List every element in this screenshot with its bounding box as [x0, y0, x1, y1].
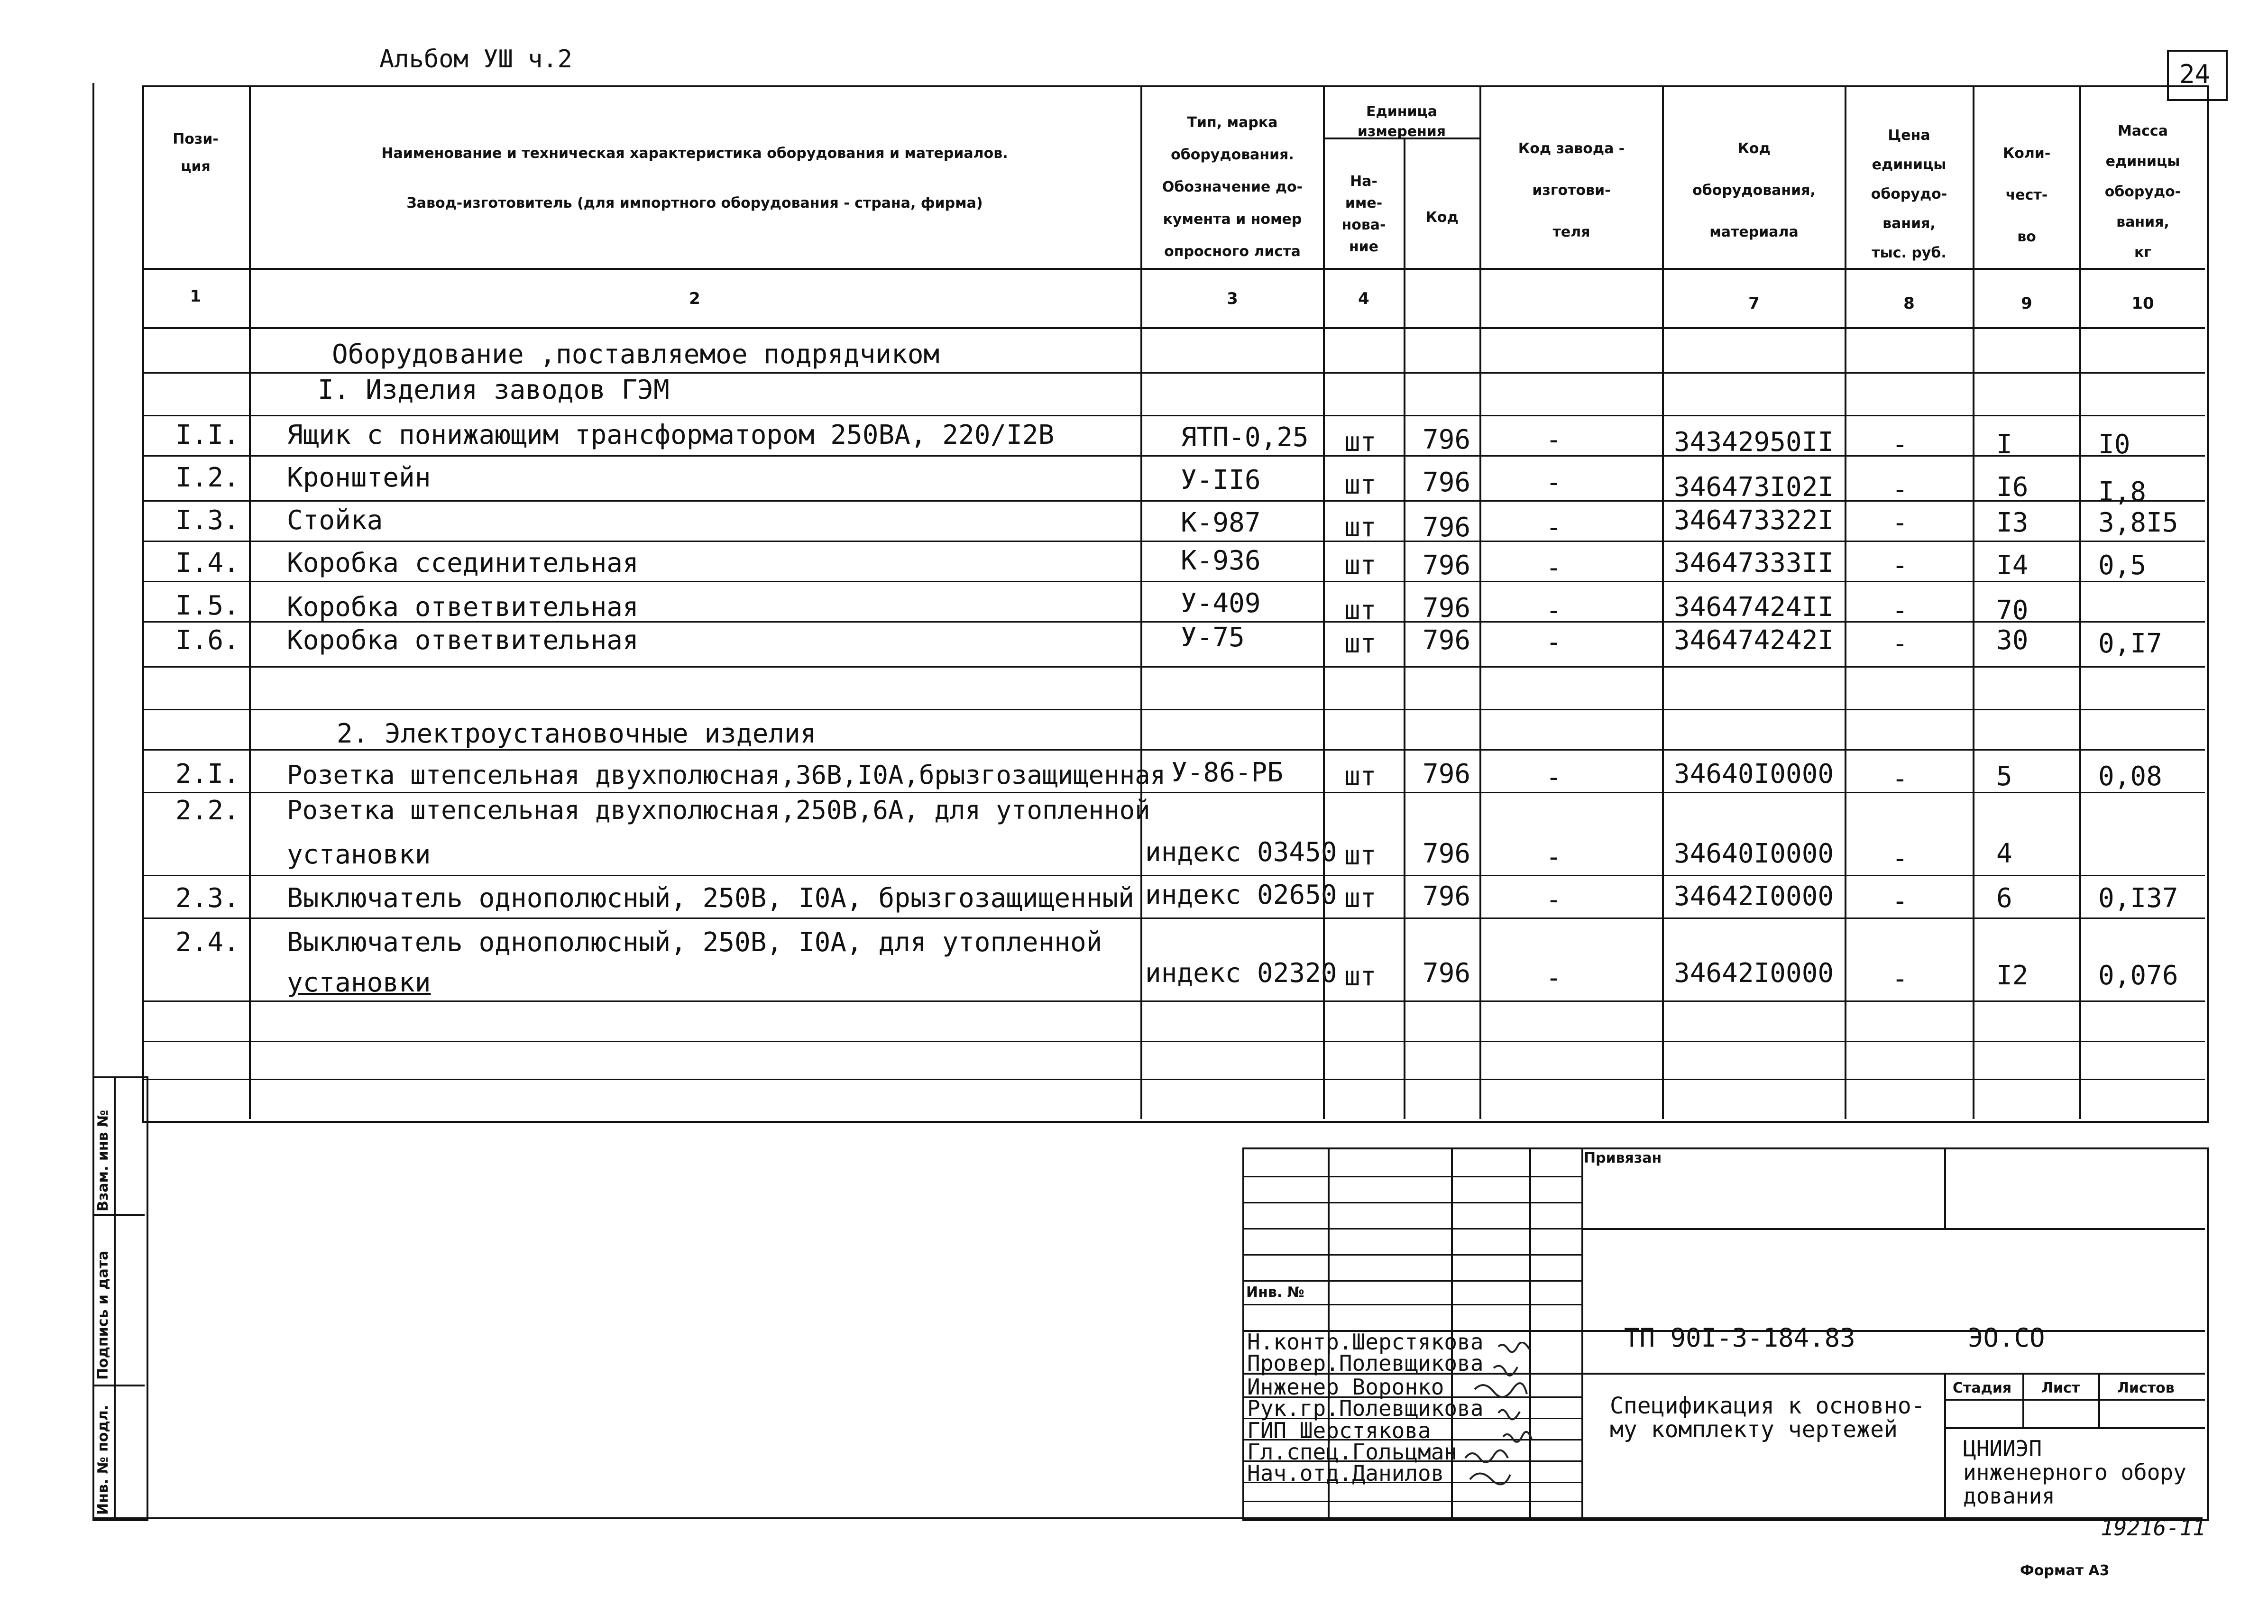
header-name: Наименование и техническая характеристика оборудования и материалов. — [381, 145, 1008, 162]
tb-signer-5: ГИП Шерстякова — [1247, 1418, 1431, 1443]
row-qty: I — [1996, 429, 2012, 460]
row-factory: - — [1546, 552, 1562, 583]
row-name: Розетка штепсельная двухполюсная,250В,6А, для утопленной — [287, 795, 1150, 825]
tb-line — [1581, 1147, 1583, 1517]
row-equip: 346473I02I — [1674, 472, 1834, 503]
row-mass: 0,I7 — [2098, 628, 2162, 659]
tb-line — [1944, 1147, 1946, 1228]
row-price: - — [1892, 507, 1908, 538]
row-code: 796 — [1423, 512, 1471, 543]
row-line — [142, 875, 2205, 876]
col-line — [1140, 85, 1142, 1119]
col-line — [1845, 85, 1846, 1119]
row-unit: шт — [1344, 961, 1377, 992]
section-2: 2. Электроустановочные изделия — [337, 718, 817, 749]
header-unit-name: На- име- нова- ние — [1341, 173, 1386, 255]
row-price: - — [1892, 628, 1908, 659]
header-type: Тип, марка оборудования. Обозначение до- кумента и номер опросного листа — [1162, 114, 1303, 260]
row-name-cont: установки — [287, 967, 431, 998]
section-main: Оборудование ,поставляемое подрядчиком — [332, 339, 940, 370]
row-qty: I3 — [1996, 507, 2029, 538]
row-pos: 2.I. — [175, 759, 239, 789]
header-factory-code: Код завода - изготови- теля — [1518, 140, 1625, 240]
side-label-inv-podl: Инв. № подл. — [95, 1404, 111, 1515]
row-factory: - — [1546, 424, 1562, 455]
row-equip: 34640I0000 — [1674, 759, 1834, 789]
row-line — [142, 749, 2205, 751]
side-label-vzam: Взам. инв № — [95, 1110, 111, 1211]
row-name: Розетка штепсельная двухполюсная,36В,I0А,брызгозащищенная — [287, 760, 1166, 790]
tb-line — [1581, 1228, 2205, 1230]
row-name: Коробка ответвительная — [287, 625, 639, 656]
row-price: - — [1892, 886, 1908, 917]
side-stamp-row — [92, 1214, 145, 1216]
tb-signer-1: Н.контр.Шерстякова — [1247, 1329, 1484, 1355]
row-equip: 346474242I — [1674, 625, 1834, 656]
header-mass: Масса единицы оборудо- вания, кг — [2104, 123, 2181, 261]
tb-inv-no: Инв. № — [1246, 1284, 1304, 1301]
colnum-2: 2 — [689, 289, 700, 308]
row-unit: шт — [1344, 512, 1377, 543]
row-line — [142, 415, 2205, 416]
tb-stadia: Стадия — [1953, 1380, 2012, 1396]
side-stamp-row — [92, 1385, 145, 1386]
row-pos: I.4. — [175, 548, 239, 578]
row-equip: 34647424II — [1674, 592, 1834, 623]
col-line — [1479, 85, 1481, 1119]
header-unit-group: Единица измерения — [1357, 103, 1446, 140]
row-pos: 2.3. — [175, 883, 239, 914]
row-mass: 0,08 — [2098, 761, 2162, 792]
tb-signer-7: Нач.отд.Данилов — [1247, 1460, 1444, 1486]
row-code: 796 — [1423, 881, 1471, 912]
row-type: У-75 — [1181, 622, 1245, 653]
tb-line — [1944, 1373, 1946, 1517]
row-pos: 2.4. — [175, 927, 239, 958]
header-equipment-code: Код оборудования, материала — [1692, 140, 1816, 240]
row-pos: I.2. — [175, 462, 239, 493]
sheet-number: 24 — [2179, 59, 2211, 89]
row-type: У-409 — [1181, 588, 1261, 619]
row-line — [142, 541, 2205, 542]
row-code: 796 — [1423, 424, 1471, 455]
tb-line — [1944, 1427, 2205, 1429]
row-equip: 34342950II — [1674, 427, 1834, 458]
tb-line — [1242, 1254, 1581, 1256]
row-name: Выключатель однополюсный, 250В, I0А, для утопленной — [287, 927, 1102, 958]
row-price: - — [1892, 429, 1908, 460]
tb-signer-2: Провер.Полевщикова — [1247, 1350, 1484, 1376]
tb-line — [1242, 1228, 1581, 1229]
colnum-7: 7 — [1748, 294, 1760, 313]
row-unit: шт — [1344, 628, 1377, 659]
row-price: - — [1892, 550, 1908, 581]
row-equip: 34642I0000 — [1674, 881, 1834, 912]
col-line — [249, 85, 251, 1119]
row-unit: шт — [1344, 595, 1377, 626]
section-1: I. Изделия заводов ГЭМ — [318, 375, 670, 405]
header-price: Цена единицы оборудо- вания, тыс. руб. — [1871, 127, 1947, 261]
row-price: - — [1892, 474, 1908, 505]
tb-org: ЦНИИЭП инженерного обору дования — [1963, 1436, 2186, 1509]
row-name-cont: установки — [287, 839, 431, 870]
row-equip: 34640I0000 — [1674, 838, 1834, 869]
tb-privyazan: Привязан — [1584, 1150, 1662, 1166]
row-line — [142, 709, 2205, 710]
col-line — [1404, 138, 1405, 1119]
colnum-10: 10 — [2131, 294, 2154, 313]
row-mass: I,8 — [2098, 477, 2147, 507]
row-line — [142, 1079, 2205, 1080]
header-manufacturer: Завод-изготовитель (для импортного оборудования - страна, фирма) — [406, 195, 983, 211]
album-label: Альбом УШ ч.2 — [379, 45, 572, 73]
row-qty: 70 — [1996, 595, 2029, 626]
row-name: Коробка ссединительная — [287, 548, 639, 578]
row-mass: 0,5 — [2098, 550, 2147, 581]
row-price: - — [1892, 843, 1908, 874]
row-code: 796 — [1423, 759, 1471, 789]
row-code: 796 — [1423, 550, 1471, 581]
row-pos: 2.2. — [175, 795, 239, 826]
row-type: индекс 02650 — [1145, 880, 1337, 910]
tb-line — [1242, 1304, 1581, 1305]
row-line — [142, 666, 2205, 668]
row-factory: - — [1546, 595, 1562, 626]
row-line — [142, 918, 2205, 919]
row-price: - — [1892, 763, 1908, 794]
row-code: 796 — [1423, 838, 1471, 869]
row-qty: I6 — [1996, 472, 2029, 503]
row-factory: - — [1546, 963, 1562, 993]
colnum-divider — [142, 327, 2205, 329]
row-code: 796 — [1423, 593, 1471, 624]
tb-description: Спецификация к основно- му комплекту чертежей — [1610, 1393, 1925, 1443]
row-unit: шт — [1344, 883, 1377, 914]
row-code: 796 — [1423, 625, 1471, 656]
row-mass: 0,I37 — [2098, 883, 2178, 914]
row-qty: I4 — [1996, 550, 2029, 581]
row-unit: шт — [1344, 840, 1377, 871]
row-unit: шт — [1344, 469, 1377, 500]
row-code: 796 — [1423, 958, 1471, 989]
row-mass: 3,8I5 — [2098, 507, 2178, 538]
row-unit: шт — [1344, 761, 1377, 792]
row-pos: I.I. — [175, 420, 239, 450]
row-equip: 34647333II — [1674, 548, 1834, 578]
col-line — [1662, 85, 1664, 1119]
row-mass: 0,076 — [2098, 960, 2178, 991]
handwritten-number: 19216-11 — [2101, 1515, 2206, 1541]
header-quantity: Коли- чест- во — [2002, 145, 2051, 245]
colnum-4: 4 — [1358, 289, 1369, 308]
row-mass: I0 — [2098, 429, 2130, 460]
format-label: Формат А3 — [2020, 1562, 2110, 1579]
tb-listov: Листов — [2117, 1380, 2175, 1396]
row-type: У-86-РБ — [1171, 757, 1284, 788]
row-qty: 5 — [1996, 761, 2012, 792]
row-pos: I.5. — [175, 590, 239, 621]
row-equip: 346473322I — [1674, 505, 1834, 536]
tb-line — [2098, 1373, 2100, 1427]
row-qty: I2 — [1996, 960, 2029, 991]
row-qty: 30 — [1996, 625, 2029, 656]
row-qty: 6 — [1996, 883, 2012, 914]
tb-line — [2022, 1373, 2024, 1427]
row-line — [142, 372, 2205, 374]
tb-doc-code: ТП 90I-3-184.83 — [1624, 1323, 1855, 1353]
row-code: 796 — [1423, 467, 1471, 498]
row-factory: - — [1546, 884, 1562, 915]
tb-line — [1242, 1176, 1581, 1177]
row-type: индекс 02320 — [1145, 958, 1337, 989]
row-type: К-936 — [1181, 545, 1261, 576]
tb-signer-6: Гл.спец.Гольцман — [1247, 1439, 1458, 1465]
col-line — [2079, 85, 2081, 1119]
side-stamp-divider — [114, 1076, 116, 1517]
row-type: К-987 — [1181, 507, 1261, 538]
tb-sheet-code: ЭО.СО — [1968, 1323, 2045, 1353]
row-factory: - — [1546, 627, 1562, 658]
tb-signer-3: Инженер Воронко — [1247, 1374, 1444, 1400]
col-line — [1973, 85, 1974, 1119]
header-unit-code: Код — [1425, 209, 1459, 226]
row-price: - — [1892, 595, 1908, 626]
row-type: ЯТП-0,25 — [1181, 422, 1309, 453]
row-price: - — [1892, 963, 1908, 994]
colnum-3: 3 — [1227, 289, 1238, 308]
row-name: Выключатель однополюсный, 250В, I0А, брызгозащищенный — [287, 883, 1134, 914]
header-divider — [142, 268, 2205, 270]
row-factory: - — [1546, 512, 1562, 543]
row-name: Стойка — [287, 505, 383, 536]
side-label-podpis: Подпись и дата — [95, 1250, 111, 1380]
row-factory: - — [1546, 762, 1562, 793]
row-type: индекс 03450 — [1145, 837, 1337, 868]
row-pos: I.3. — [175, 505, 239, 536]
row-unit: шт — [1344, 427, 1377, 458]
colnum-9: 9 — [2021, 294, 2032, 313]
tb-signer-4: Рук.гр.Полевщикова — [1247, 1395, 1484, 1421]
row-line — [142, 581, 2205, 582]
row-name: Коробка ответвительная — [287, 592, 639, 623]
row-equip: 34642I0000 — [1674, 958, 1834, 989]
row-pos: I.6. — [175, 625, 239, 656]
signature-marks — [1456, 1342, 1579, 1513]
tb-list: Лист — [2041, 1380, 2080, 1396]
row-factory: - — [1546, 842, 1562, 872]
row-unit: шт — [1344, 550, 1377, 581]
row-name: Кронштейн — [287, 462, 431, 493]
colnum-8: 8 — [1903, 294, 1915, 313]
header-position: Пози- ция — [173, 131, 219, 175]
row-factory: - — [1546, 467, 1562, 498]
tb-line — [1242, 1202, 1581, 1203]
tb-line — [1242, 1280, 1581, 1282]
tb-line — [1944, 1399, 2205, 1401]
colnum-1: 1 — [190, 287, 202, 306]
row-name: Ящик с понижающим трансформатором 250ВА, 220/I2В — [287, 420, 1055, 450]
row-qty: 4 — [1996, 838, 2012, 869]
row-line — [142, 1000, 2205, 1002]
row-line — [142, 1041, 2205, 1042]
row-type: У-II6 — [1181, 465, 1261, 495]
